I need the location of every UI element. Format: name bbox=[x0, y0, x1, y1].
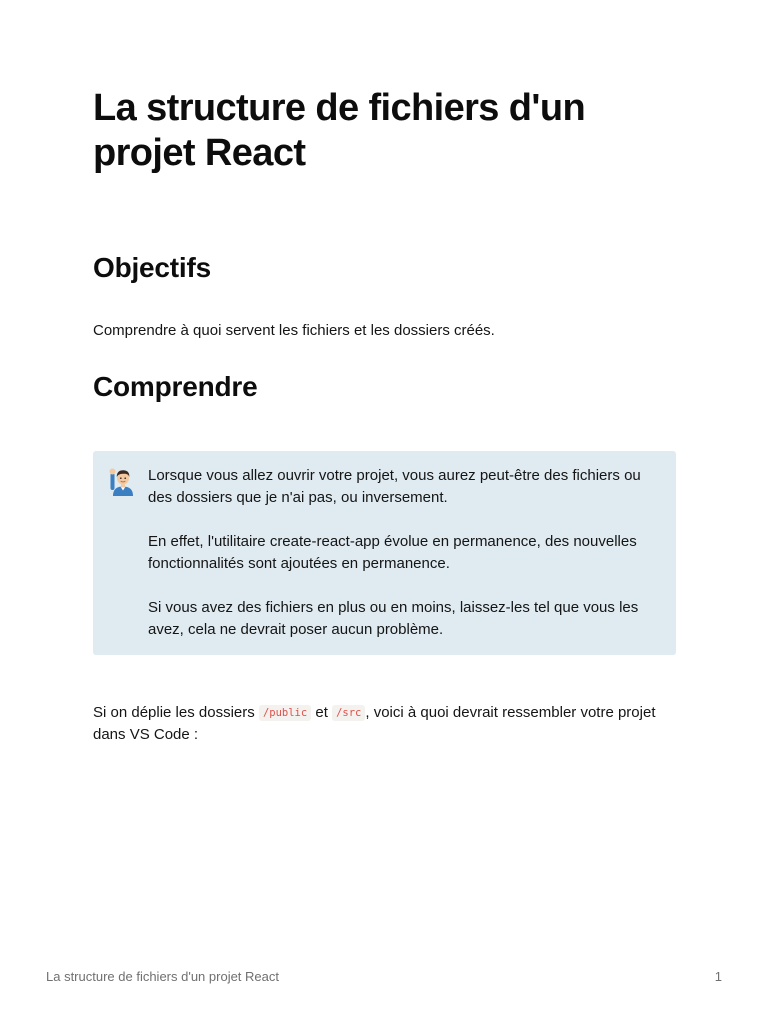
callout-paragraph: Si vous avez des fichiers en plus ou en moins, laissez-les tel que vous les avez, cela ne devrait poser aucun problème. bbox=[148, 599, 639, 638]
section-heading-comprendre: Comprendre bbox=[93, 371, 258, 402]
footer-page-number: 1 bbox=[714, 969, 722, 984]
man-raising-hand-icon bbox=[109, 467, 135, 497]
folders-text-middle: et bbox=[311, 704, 333, 721]
folders-text-after: , voici à quoi devrait ressembler votre projet dans VS Code : bbox=[93, 704, 656, 743]
footer-document-title: La structure de fichiers d'un projet React bbox=[46, 969, 279, 984]
objectifs-paragraph: Comprendre à quoi servent les fichiers et les dossiers créés. bbox=[93, 322, 495, 339]
section-heading-objectifs: Objectifs bbox=[93, 252, 212, 283]
folders-paragraph bbox=[93, 702, 676, 746]
info-callout bbox=[93, 451, 676, 655]
page-title: La structure de fichiers d'un projet React bbox=[93, 87, 586, 174]
callout-paragraph: Lorsque vous allez ouvrir votre projet, vous aurez peut-être des fichiers ou des dossiers que je n'ai pas, ou inversement. bbox=[148, 467, 641, 506]
callout-paragraph: En effet, l'utilitaire create-react-app évolue en permanence, des nouvelles fonctionnalités sont ajoutées en permanence. bbox=[148, 533, 637, 572]
code-src-folder: /src bbox=[332, 705, 365, 721]
folders-text-before: Si on déplie les dossiers bbox=[93, 704, 259, 721]
code-public-folder: /public bbox=[259, 705, 311, 721]
callout-text bbox=[148, 465, 663, 641]
